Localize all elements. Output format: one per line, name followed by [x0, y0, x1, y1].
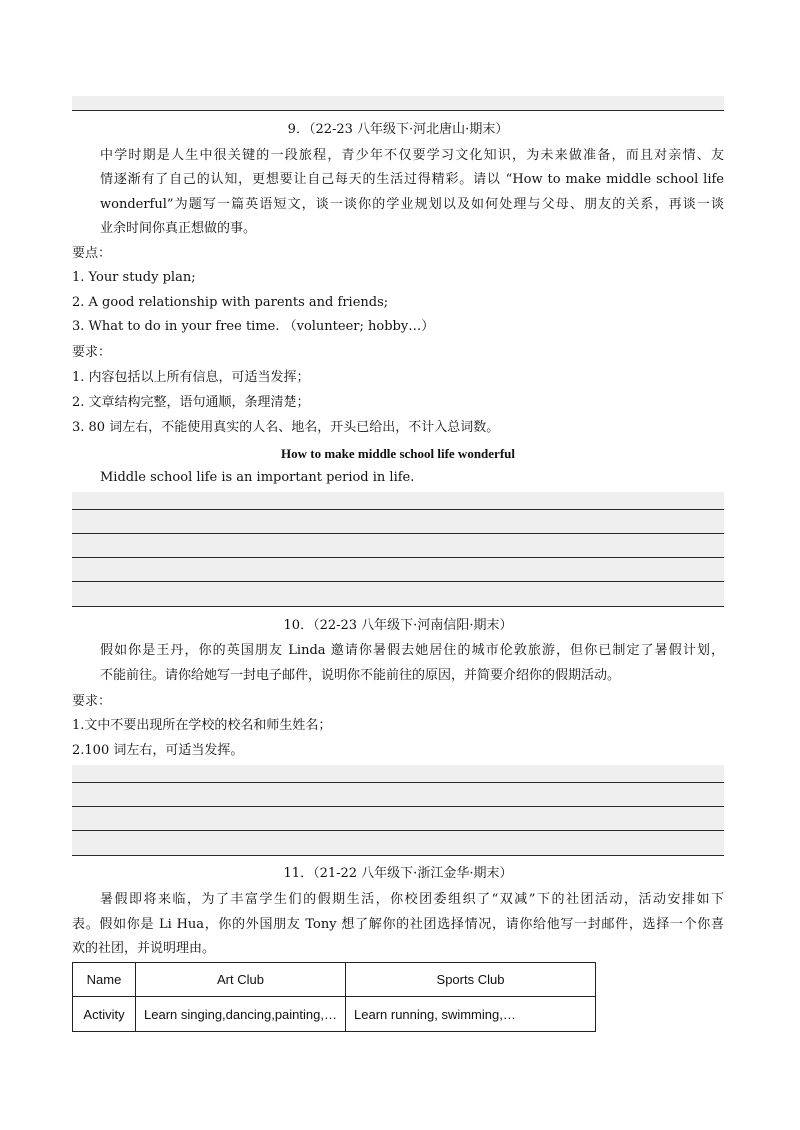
table-cell: Learn singing,dancing,painting,…: [136, 997, 346, 1032]
table-cell: Learn running, swimming,…: [346, 997, 596, 1032]
q10-heading: 10．（22-23 八年级下·河南信阳·期末）: [283, 618, 513, 633]
writing-area-q10: [72, 765, 724, 855]
q9-para-line-1: 中学时期是人生中很关键的一段旅程，青少年不仅要学习文化知识，为未来做准备，而且对亲情、友: [100, 148, 724, 163]
q10-req-1: 1.文中不要出现所在学校的校名和师生姓名；: [72, 718, 332, 733]
writing-line: [72, 509, 724, 510]
table-cell: Name: [73, 963, 136, 997]
writing-line: [72, 606, 724, 607]
q10-para-line-1: 假如你是王丹，你的英国朋友 Linda 邀请你暑假去她居住的城市伦敦旅游，但你已制定了暑假计划，: [100, 643, 724, 658]
q9-para-line-2: 情逐渐有了自己的认知，更想要让自己每天的生活过得精彩。请以 “How to make middle school life: [100, 172, 724, 187]
essay-opening: Middle school life is an important period in life.: [100, 470, 415, 485]
table-header-row: [73, 963, 596, 997]
q9-para-line-3: wonderful”为题写一篇英语短文，谈一谈你的学业规划以及如何处理与父母、朋友的关系，再谈一谈: [100, 197, 724, 212]
table-cell: Sports Club: [346, 963, 596, 997]
q9-req-label: 要求：: [72, 345, 112, 360]
table-row: [73, 997, 596, 1032]
answer-line: [72, 110, 724, 111]
q9-req-1: 1. 内容包括以上所有信息，可适当发挥；: [72, 370, 310, 385]
writing-line: [72, 806, 724, 807]
writing-line: [72, 581, 724, 582]
writing-line: [72, 855, 724, 856]
q9-point-3: 3. What to do in your free time. （volunteer; hobby…）: [72, 319, 435, 334]
q11-heading: 11．（21-22 八年级下·浙江金华·期末）: [283, 866, 513, 881]
writing-line: [72, 782, 724, 783]
q11-para-line-3: 欢的社团，并说明理由。: [72, 941, 216, 956]
table-cell: Art Club: [136, 963, 346, 997]
writing-line: [72, 557, 724, 558]
club-table: [72, 962, 596, 1032]
q9-para-line-4: 业余时间你真正想做的事。: [100, 221, 257, 236]
q9-point-2: 2. A good relationship with parents and friends;: [72, 295, 389, 310]
q10-para-line-2: 不能前往。请你给她写一封电子邮件，说明你不能前往的原因，并简要介绍你的假期活动。: [100, 668, 621, 683]
q9-req-2: 2. 文章结构完整，语句通顺，条理清楚；: [72, 395, 310, 410]
answer-band-top: [72, 96, 724, 110]
table-cell: Activity: [73, 997, 136, 1032]
writing-line: [72, 830, 724, 831]
q9-heading: 9．（22-23 八年级下·河北唐山·期末）: [287, 122, 509, 137]
q11-para-line-1: 暑假即将来临，为了丰富学生们的假期生活，你校团委组织了“双减”下的社团活动，活动安排如下: [100, 892, 724, 907]
writing-line: [72, 533, 724, 534]
q10-req-label: 要求：: [72, 694, 112, 709]
q9-req-3: 3. 80 词左右，不能使用真实的人名、地名，开头已给出，不计入总词数。: [72, 420, 500, 435]
q11-para-line-2: 表。假如你是 Li Hua，你的外国朋友 Tony 想了解你的社团选择情况，请你给他写一封邮件，选择一个你喜: [72, 917, 724, 932]
q9-point-1: 1. Your study plan;: [72, 270, 196, 285]
q10-req-2: 2.100 词左右，可适当发挥。: [72, 743, 244, 758]
essay-title: How to make middle school life wonderful: [281, 446, 515, 461]
q9-points-label: 要点：: [72, 246, 112, 261]
